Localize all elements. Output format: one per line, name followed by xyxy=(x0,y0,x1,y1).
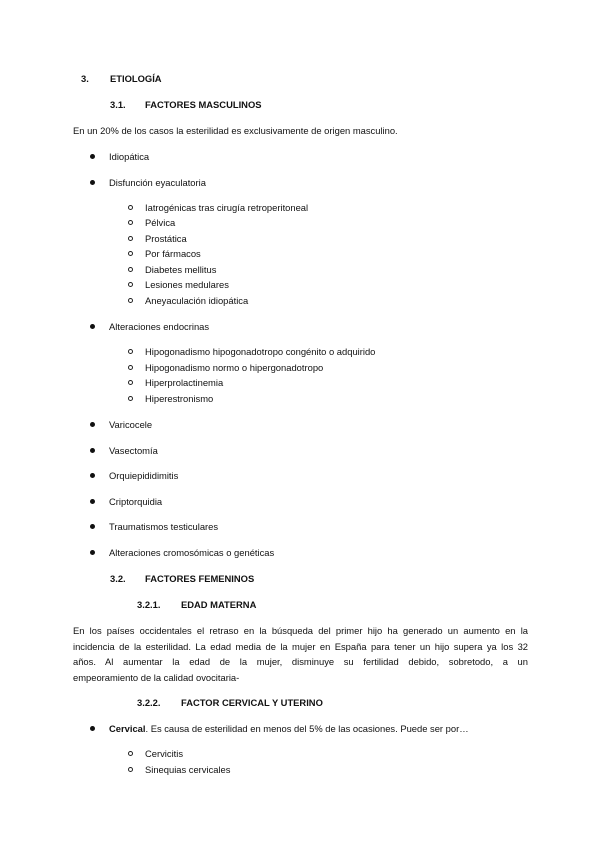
bullet-icon xyxy=(90,180,95,185)
intro-paragraph: En un 20% de los casos la esterilidad es exclusivamente de origen masculino. xyxy=(73,125,398,136)
sub-list-item: Iatrogénicas tras cirugía retroperitoneal xyxy=(145,202,309,213)
bullet-icon xyxy=(90,154,95,159)
bullet-icon xyxy=(90,448,95,453)
sub-list-item: Hipogonadismo normo o hipergonadotropo xyxy=(145,362,324,373)
sub-list-item: Aneyaculación idiopática xyxy=(145,295,249,306)
paragraph-line: En los países occidentales el retraso en la búsqueda del primer hijo ha generado un aumento en la xyxy=(73,625,528,636)
circle-bullet-icon xyxy=(128,365,133,370)
sub-list-item: Hiperestronismo xyxy=(145,393,214,404)
cervical-label: Cervical xyxy=(109,723,146,734)
circle-bullet-icon xyxy=(128,251,133,256)
paragraph-line: empeoramiento de la calidad ovocitaria- xyxy=(73,671,240,683)
list-item: Criptorquidia xyxy=(109,496,163,507)
sub-list-item: Pélvica xyxy=(145,217,176,228)
subsection-number: 3.2. xyxy=(110,573,126,584)
list-item: Alteraciones endocrinas xyxy=(109,321,210,332)
sub-list-item: Prostática xyxy=(145,233,187,244)
circle-bullet-icon xyxy=(128,767,133,772)
circle-bullet-icon xyxy=(128,396,133,401)
list-item: Disfunción eyaculatoria xyxy=(109,177,206,188)
circle-bullet-icon xyxy=(128,205,133,210)
bullet-icon xyxy=(90,324,95,329)
circle-bullet-icon xyxy=(128,751,133,756)
list-item: Orquiepididimitis xyxy=(109,470,179,481)
bullet-icon xyxy=(90,473,95,478)
subsubsection-title: FACTOR CERVICAL Y UTERINO xyxy=(181,697,323,708)
list-item: Traumatismos testiculares xyxy=(109,521,219,532)
sub-list-item: Hipogonadismo hipogonadotropo congénito o adquirido xyxy=(145,346,376,357)
sub-list-item: Lesiones medulares xyxy=(145,279,229,290)
list-item: Alteraciones cromosómicas o genéticas xyxy=(109,547,275,558)
section-title: ETIOLOGÍA xyxy=(110,73,162,84)
subsubsection-number: 3.2.1. xyxy=(137,599,161,610)
subsection-title: FACTORES FEMENINOS xyxy=(145,573,255,584)
subsubsection-number: 3.2.2. xyxy=(137,697,161,708)
circle-bullet-icon xyxy=(128,298,133,303)
bullet-icon xyxy=(90,524,95,529)
subsection-number: 3.1. xyxy=(110,99,126,110)
circle-bullet-icon xyxy=(128,220,133,225)
edad-materna-paragraph xyxy=(73,623,528,685)
paragraph-line: años. Al aumentar la edad de la mujer, disminuye su fertilidad debido, sobretodo, a un xyxy=(73,656,528,668)
circle-bullet-icon xyxy=(128,380,133,385)
bullet-icon xyxy=(90,550,95,555)
bullet-icon xyxy=(90,422,95,427)
sub-list-item: Hiperprolactinemia xyxy=(145,377,224,388)
subsection-title: FACTORES MASCULINOS xyxy=(145,99,262,110)
subsubsection-title: EDAD MATERNA xyxy=(181,599,257,610)
circle-bullet-icon xyxy=(128,282,133,287)
bullet-icon xyxy=(90,726,95,731)
list-item: Idiopática xyxy=(109,151,150,162)
circle-bullet-icon xyxy=(128,349,133,354)
section-number: 3. xyxy=(81,73,89,84)
circle-bullet-icon xyxy=(128,236,133,241)
bullet-icon xyxy=(90,499,95,504)
sub-list-item: Diabetes mellitus xyxy=(145,264,217,275)
list-item xyxy=(109,723,469,734)
cervical-text: . Es causa de esterilidad en menos del 5% de las ocasiones. Puede ser por… xyxy=(145,723,469,734)
list-item: Vasectomía xyxy=(109,445,158,456)
sub-list-item: Cervicitis xyxy=(145,748,184,759)
circle-bullet-icon xyxy=(128,267,133,272)
paragraph-line: incidencia de la esterilidad. La edad media de la mujer en España para tener un hijo supera ya los 32 xyxy=(73,640,528,652)
sub-list-item: Sinequias cervicales xyxy=(145,764,231,775)
sub-list-item: Por fármacos xyxy=(145,248,201,259)
list-item: Varicocele xyxy=(109,419,153,430)
